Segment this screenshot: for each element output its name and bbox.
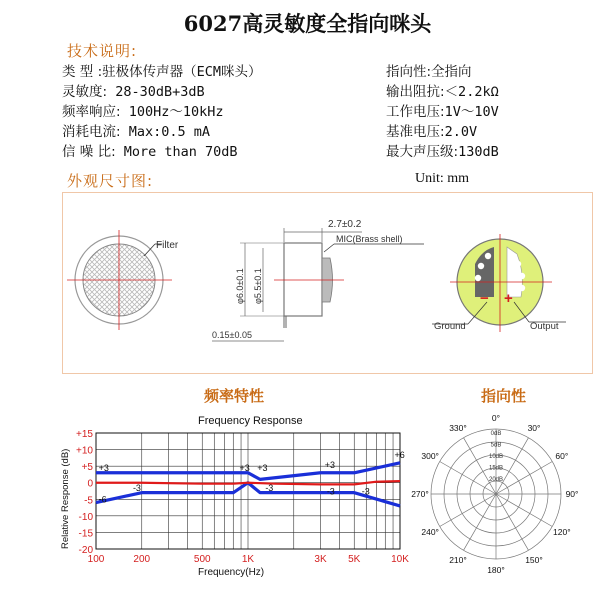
y-tick-label: +15 bbox=[76, 429, 93, 440]
polar-ring-label: 20dB bbox=[488, 477, 504, 483]
spec-label: 基准电压: bbox=[386, 124, 445, 140]
dims-heading: 外观尺寸图: bbox=[67, 172, 154, 190]
dir-heading: 指向性 bbox=[481, 387, 527, 405]
spec-value: 2.0V bbox=[444, 124, 478, 140]
unit-label: Unit: mm bbox=[415, 171, 470, 186]
polar-ring-label: 0dB bbox=[490, 431, 502, 437]
y-tick-label: +5 bbox=[81, 462, 93, 474]
spec-label: 工作电压: bbox=[386, 104, 445, 120]
annotation-label: +3 bbox=[257, 463, 268, 474]
polar-spoke bbox=[496, 462, 552, 495]
annotation-label: -3 bbox=[326, 486, 335, 497]
polar-ring-label: 10dB bbox=[488, 454, 504, 460]
spec-row bbox=[386, 62, 499, 82]
x-tick-label: 200 bbox=[133, 554, 151, 565]
spec-value: 100Hz～10kHz bbox=[120, 104, 224, 120]
y-tick-label: -15 bbox=[78, 528, 93, 540]
annotation-label: +3 bbox=[98, 463, 109, 474]
plus-sign: + bbox=[504, 290, 513, 307]
x-tick-label: 3K bbox=[314, 554, 327, 565]
filter-label: Filter bbox=[156, 240, 179, 251]
polar-spoke bbox=[464, 494, 497, 550]
spec-row bbox=[62, 62, 262, 82]
y-tick-label: -5 bbox=[84, 495, 93, 507]
output-label: Output bbox=[530, 321, 559, 332]
dim-top-label: 2.7±0.2 bbox=[328, 219, 362, 230]
y-tick-label: 0 bbox=[87, 478, 93, 490]
spec-label: 最大声压级: bbox=[386, 144, 459, 160]
polar-angle-label: 210° bbox=[449, 554, 467, 565]
spec-row bbox=[386, 122, 499, 142]
y-axis-label: Relative Response (dB) bbox=[60, 448, 71, 549]
annotation-label: -3 bbox=[132, 483, 141, 493]
tech-heading: 技术说明: bbox=[67, 42, 138, 60]
polar-angle-label: 60° bbox=[555, 451, 569, 461]
polar-spoke bbox=[440, 462, 496, 495]
x-tick-label: 1K bbox=[241, 554, 255, 565]
polar-angle-label: 150° bbox=[525, 554, 543, 565]
polar-angle-label: 30° bbox=[527, 423, 541, 434]
polar-ring-label: 5dB bbox=[490, 442, 502, 449]
spec-row bbox=[386, 102, 499, 122]
specs-left bbox=[62, 62, 262, 162]
polar-spoke bbox=[496, 494, 529, 550]
spec-row bbox=[62, 122, 262, 142]
spec-value: ＜2.2kΩ bbox=[444, 84, 499, 100]
spec-value: Max:0.5 mA bbox=[120, 124, 210, 140]
spec-label: 信 噪 比: bbox=[62, 144, 116, 160]
spec-row bbox=[62, 82, 262, 102]
annotation-label: +3 bbox=[324, 459, 336, 470]
y-tick-label: -10 bbox=[78, 511, 93, 523]
ground-label: Ground bbox=[434, 321, 466, 332]
dim-inner-label: φ5.5±0.1 bbox=[253, 268, 263, 304]
side-view-body bbox=[284, 243, 322, 316]
polar-angle-label: 180° bbox=[487, 565, 505, 575]
frequency-response-chart bbox=[55, 408, 415, 580]
x-tick-label: 5K bbox=[348, 554, 361, 565]
spec-label: 频率响应: bbox=[62, 104, 121, 120]
polar-spoke bbox=[440, 494, 496, 527]
polar-angle-label: 90° bbox=[565, 489, 579, 499]
specs-right bbox=[386, 62, 499, 162]
spec-row bbox=[386, 82, 499, 102]
spec-row bbox=[386, 142, 499, 162]
spec-row bbox=[62, 142, 262, 162]
polar-angle-label: 330° bbox=[449, 423, 467, 434]
spec-label: 类 型 : bbox=[62, 64, 103, 80]
annotation-label: -3 bbox=[265, 483, 274, 493]
y-tick-label: +10 bbox=[76, 445, 93, 457]
polar-spoke bbox=[496, 494, 552, 527]
polar-angle-label: 270° bbox=[411, 489, 429, 499]
spec-value: More than 70dB bbox=[115, 144, 238, 160]
polar-angle-label: 300° bbox=[421, 451, 439, 461]
spec-label: 输出阻抗: bbox=[386, 84, 445, 100]
x-tick-label: 100 bbox=[87, 554, 105, 565]
dimension-drawing bbox=[62, 192, 593, 374]
x-tick-label: 10K bbox=[391, 554, 409, 565]
spec-value: 全指向 bbox=[431, 64, 472, 80]
x-tick-label: 500 bbox=[193, 554, 211, 565]
polar-pattern-chart bbox=[411, 408, 610, 583]
minus-sign: − bbox=[480, 290, 489, 307]
spec-label: 指向性: bbox=[386, 64, 432, 80]
dim-pin-label: 0.15±0.05 bbox=[212, 330, 252, 340]
polar-ring-label: 15dB bbox=[488, 465, 504, 472]
freq-heading: 频率特性 bbox=[204, 387, 265, 405]
spec-value: 130dB bbox=[458, 144, 499, 160]
dim-outer-label: φ6.0±0.1 bbox=[235, 268, 245, 304]
annotation-label: -6 bbox=[98, 494, 107, 505]
annotation-label: -3 bbox=[361, 486, 370, 497]
spec-value: 28-30dB+3dB bbox=[107, 84, 205, 100]
annotation-label: +6 bbox=[394, 449, 405, 460]
annotation-label: +3 bbox=[239, 463, 250, 474]
chart-title: Frequency Response bbox=[198, 415, 303, 427]
spec-label: 消耗电流: bbox=[62, 124, 121, 140]
page-title: 6027高灵敏度全指向咪头 bbox=[183, 11, 432, 36]
polar-angle-label: 240° bbox=[421, 527, 439, 537]
y-tick-label: -20 bbox=[78, 545, 93, 556]
mic-label: MIC(Brass shell) bbox=[336, 234, 403, 244]
x-axis-label: Frequency(Hz) bbox=[198, 567, 265, 578]
spec-label: 灵敏度: bbox=[62, 84, 108, 100]
polar-angle-label: 120° bbox=[553, 527, 571, 537]
spec-value: 1V～10V bbox=[444, 104, 499, 120]
polar-angle-label: 0° bbox=[491, 413, 501, 423]
spec-row bbox=[62, 102, 262, 122]
spec-value: 驻极体传声器（ECM咪头） bbox=[102, 64, 262, 80]
